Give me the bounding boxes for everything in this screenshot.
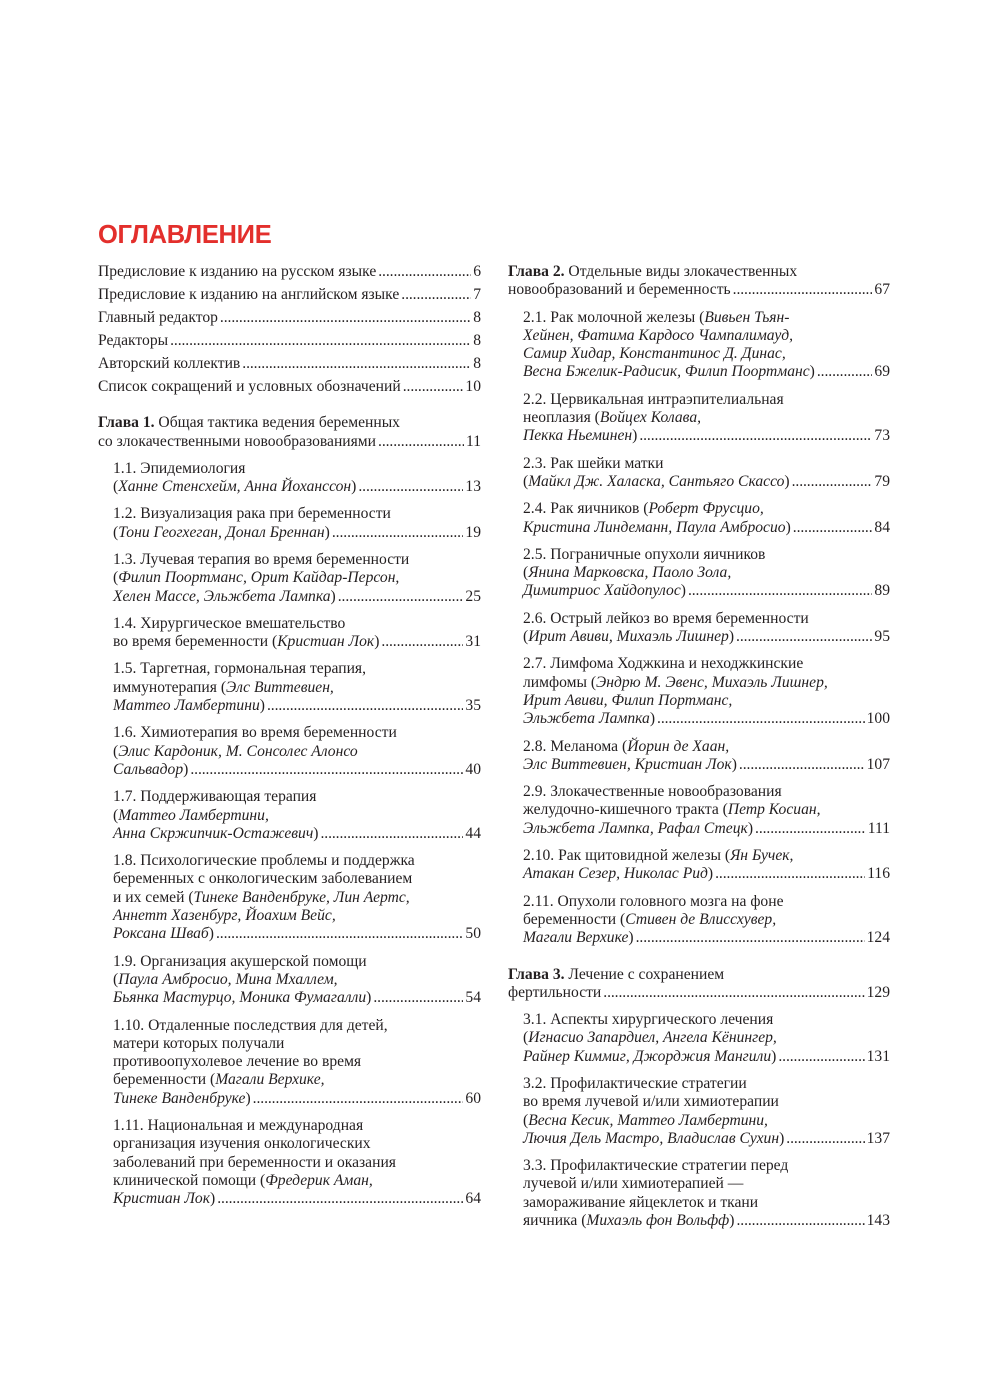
section-authors: Элс Виттевиен, [226, 678, 334, 696]
page-number: 60 [465, 1089, 481, 1107]
toc-front-matter [98, 263, 481, 396]
section-title: 3.3. Профилактические стратегии перед [523, 1157, 789, 1175]
dot-leader [403, 378, 464, 396]
toc-section[interactable]: 2.2. Цервикальная интраэпителиальная неоплазия (Войцех Колава, Пекка Ньеминен) . . . 73 [508, 391, 890, 446]
chapter-heading[interactable] [508, 263, 890, 300]
section-authors: Аннетт Хазенбург, Йоахим Вейс, [113, 907, 336, 925]
dot-leader [778, 1048, 864, 1066]
toc-section[interactable]: 2.5. Пограничные опухоли яичников (Янина Марковска, Паоло Зола, Димитриос Хайдопулос) . . . 89 [508, 546, 890, 601]
chapter-title: со злокачественными новообразованиями [98, 432, 377, 450]
page-number: 79 [874, 472, 890, 490]
toc-section[interactable]: 1.4. Хирургическое вмешательство во время беременности (Кристиан Лок) . . . 31 [98, 615, 481, 652]
page-number: 50 [465, 925, 481, 943]
section-title: 1.10. Отдаленные последствия для детей, [113, 1016, 388, 1034]
section-authors: Роксана Шваб [113, 925, 209, 943]
section-authors: Тинеке Ванденбруке, Лин Аертс, [193, 888, 410, 906]
section-authors: Фредерик Аман, [265, 1171, 373, 1189]
section-title: лучевой и/или химиотерапией — [523, 1175, 744, 1193]
page-number: 64 [465, 1190, 481, 1208]
toc-section[interactable]: 1.5. Таргетная, гормональная терапия, иммунотерапия (Элс Виттевиен, Маттео Ламбертини) . . . 35 [98, 660, 481, 715]
section-authors: Маттео Ламбертини [113, 697, 260, 715]
chapter-title: Лечение с сохранением [564, 965, 725, 983]
dot-leader [378, 263, 471, 281]
page-number: 54 [465, 989, 481, 1007]
page-number: 13 [465, 478, 481, 496]
chapter-title: фертильности [508, 983, 602, 1001]
section-authors: Кристиан Лок [277, 633, 375, 651]
section-title: 1.6. Химиотерапия во время беременности [113, 724, 397, 742]
dot-leader [793, 519, 873, 537]
dot-leader [715, 865, 865, 883]
dot-leader [216, 925, 463, 943]
dot-leader [378, 433, 464, 451]
dot-leader [733, 281, 873, 299]
page-number: 116 [867, 865, 890, 883]
section-title: 3.2. Профилактические стратегии [523, 1074, 747, 1092]
toc-section[interactable]: 1.1. Эпидемиология (Ханне Стенсхейм, Анна Йоханссон) . . . 13 [98, 460, 481, 497]
section-title: 2.3. Рак шейки матки [523, 454, 664, 472]
section-title: 2.5. Пограничные опухоли яичников [523, 545, 766, 563]
dot-leader [217, 1190, 463, 1208]
toc-section[interactable]: 2.7. Лимфома Ходжкина и неходжкинские лимфомы (Эндрю М. Эвенс, Михаэль Лишнер, Ирит Авиви, Филип Портманс, Эльжбета Лампка) . . . 100 [508, 655, 890, 728]
toc-entry-text: Главный редактор [98, 308, 218, 326]
page-number: 44 [465, 824, 481, 842]
section-authors: Элис Кардоник, М. Сонсолес Алонсо [118, 742, 358, 760]
toc-left-column [98, 263, 481, 1209]
section-authors: Эндрю М. Эвенс, Михаэль Лишнер, [596, 673, 828, 691]
section-authors: Йорин де Хаан, [627, 737, 730, 755]
section-authors: Ирит Авиви, Филип Портманс, [523, 691, 733, 709]
section-title: 2.7. Лимфома Ходжкина и неходжкинские [523, 655, 804, 673]
toc-section[interactable]: 1.6. Химиотерапия во время беременности (Элис Кардоник, М. Сонсолес Алонсо Сальвадор) . . . 40 [98, 724, 481, 779]
section-authors: Петр Косиан, [727, 801, 821, 819]
dot-leader [220, 309, 471, 327]
page-number: 67 [874, 281, 890, 299]
page-number: 143 [866, 1212, 890, 1230]
dot-leader [639, 427, 872, 445]
section-authors: Райнер Киммиг, Джорджия Мангили [523, 1047, 772, 1065]
section-title: 1.4. Хирургическое вмешательство [113, 614, 346, 632]
section-title: желудочно-кишечного тракта ( [523, 801, 728, 819]
section-title: 1.8. Психологические проблемы и поддержка [113, 852, 415, 870]
page-number: 69 [874, 363, 890, 381]
section-authors: Лючия Дель Мастро, Владислав Сухин [523, 1129, 780, 1147]
section-authors: Сальвадор [113, 760, 184, 778]
section-authors: Ирит Авиви, Михаэль Лишнер [528, 628, 729, 646]
chapter-label: Глава 2. [508, 263, 565, 280]
section-authors: Майкл Дж. Халаска, Сантьяго Скассо [528, 472, 785, 490]
page-number: 7 [473, 285, 481, 303]
page-title: ОГЛАВЛЕНИЕ [98, 221, 272, 249]
toc-section[interactable]: 1.2. Визуализация рака при беременности (Тони Геогхеган, Донал Бреннан) . . . 19 [98, 505, 481, 542]
section-title: 1.7. Поддерживающая терапия [113, 788, 317, 806]
chapter-label: Глава 3. [508, 965, 565, 983]
chapter-title: новообразований и беременность [508, 281, 731, 299]
page-number: 25 [465, 587, 481, 605]
section-authors: Ханне Стенсхейм, Анна Йоханссон [118, 478, 352, 496]
section-authors: Весна Кесик, Маттео Ламбертини, [528, 1111, 768, 1129]
section-authors: Кристина Линдеманн, Паула Амбросио [523, 518, 786, 536]
section-authors: Михаэль фон Вольфф [586, 1212, 730, 1230]
section-title: матери которых получали [113, 1034, 285, 1052]
toc-section[interactable]: 2.8. Меланома (Йорин де Хаан, Элс Виттевиен, Кристиан Лок) . . . 107 [508, 738, 890, 775]
dot-leader [358, 478, 463, 496]
dot-leader [381, 633, 463, 651]
page-number: 31 [465, 633, 481, 651]
page-number: 8 [473, 354, 481, 372]
section-authors: Роберт Фрусцио, [648, 500, 764, 518]
section-authors: Игнасио Запардиел, Ангела Кёнингер, [528, 1029, 777, 1047]
page-number: 10 [465, 377, 481, 395]
page-number: 84 [874, 518, 890, 536]
toc-section[interactable]: 1.10. Отдаленные последствия для детей, матери которых получали противоопухолевое лечение во время беременности (Магали Верхике, Тинеке Ванденбруке) . . . 60 [98, 1017, 481, 1108]
dot-leader [636, 929, 865, 947]
toc-section[interactable]: 2.9. Злокачественные новообразования желудочно-кишечного тракта (Петр Косиан, Эльжбета Лампка, Рафал Стецк) . . . 111 [508, 783, 890, 838]
dot-leader [786, 1130, 864, 1148]
section-authors: Димитриос Хайдопулос [523, 582, 681, 600]
section-title: 1.3. Лучевая терапия во время беременности [113, 551, 410, 568]
section-authors: Самир Хидар, Константинос Д. Динас, [523, 345, 786, 363]
section-authors: Стивен де Влиссхувер, [625, 910, 777, 928]
page-number: 89 [874, 582, 890, 600]
section-title: 2.4. Рак яичников ( [523, 500, 649, 518]
toc-section[interactable]: 2.4. Рак яичников (Роберт Фрусцио, Кристина Линдеманн, Паула Амбросио) . . . 84 [508, 500, 890, 537]
dot-leader [736, 628, 872, 646]
section-title: 2.2. Цервикальная интраэпителиальная [523, 390, 784, 408]
page-number: 8 [473, 308, 481, 326]
section-authors: Янина Марковска, Паоло Зола, [528, 564, 732, 582]
toc-section[interactable]: 1.3. Лучевая терапия во время беременности (Филип Поортманс, Орит Кайдар-Персон, Хелен Массе, Эльжбета Лампка) . . . 25 [98, 551, 481, 606]
section-title: беременности ( [523, 910, 626, 928]
section-authors: Атакан Сезер, Николас Рид [523, 865, 708, 883]
dot-leader [267, 697, 463, 715]
toc-entry[interactable] [98, 355, 481, 373]
toc-section[interactable]: 2.6. Острый лейкоз во время беременности (Ирит Авиви, Михаэль Лишнер) . . . 95 [508, 610, 890, 647]
page-number: 40 [465, 760, 481, 778]
toc-entry-text: Предисловие к изданию на английском языке [98, 285, 400, 303]
section-title: 1.11. Национальная и международная [113, 1117, 364, 1135]
page-number: 11 [465, 432, 481, 450]
section-authors: Тони Геогхеган, Донал Бреннан [118, 523, 325, 541]
toc-section[interactable]: 1.11. Национальная и международная организация изучения онкологических заболеваний при беременности и оказания клинической помощи (Фредерик Аман, Кристиан Лок) . . . 64 [98, 1117, 481, 1208]
dot-leader [739, 756, 865, 774]
dot-leader [755, 820, 866, 838]
dot-leader [817, 363, 873, 381]
page-number: 100 [866, 710, 890, 728]
dot-leader [657, 710, 865, 728]
section-title: 1.1. Эпидемиология [113, 459, 246, 477]
toc-entry-text: Редакторы [98, 331, 169, 349]
dot-leader [401, 286, 471, 304]
section-title: 2.9. Злокачественные новообразования [523, 783, 782, 801]
section-authors: Вивьен Тьян- [704, 308, 790, 326]
section-authors: Хейнен, Фатима Кардосо Чампалимауд, [523, 326, 794, 344]
dot-leader [242, 355, 471, 373]
section-title: иммунотерапия ( [113, 678, 227, 696]
chapter-heading[interactable] [98, 414, 481, 451]
section-authors: Эльжбета Лампка, Рафал Стецк [523, 819, 748, 837]
section-title: 2.1. Рак молочной железы ( [523, 308, 705, 326]
dot-leader [320, 825, 463, 843]
page-number: 107 [866, 755, 890, 773]
section-title: беременности ( [113, 1071, 216, 1089]
toc-section[interactable]: 2.11. Опухоли головного мозга на фоне беременности (Стивен де Влиссхувер, Магали Верхике) . . . 124 [508, 893, 890, 948]
toc-section[interactable]: 1.7. Поддерживающая терапия (Маттео Ламбертини, Анна Скржипчик-Остажевич) . . . 44 [98, 788, 481, 843]
chapter-label: Глава 1. [98, 414, 155, 432]
dot-leader [190, 761, 463, 779]
dot-leader [736, 1212, 864, 1230]
section-authors: Тинеке Ванденбруке [113, 1089, 246, 1107]
section-title: 3.1. Аспекты хирургического лечения [523, 1011, 774, 1029]
section-authors: Пекка Ньеминен [523, 427, 633, 445]
section-title: лимфомы ( [523, 673, 597, 691]
dot-leader [688, 582, 872, 600]
toc-entry[interactable] [98, 309, 481, 327]
section-title: замораживание яйцеклеток и ткани [523, 1193, 759, 1211]
section-title: организация изучения онкологических [113, 1135, 371, 1153]
section-title: заболеваний при беременности и оказания [113, 1153, 396, 1171]
section-title: беременных с онкологическим заболеванием [113, 870, 413, 888]
page-number: 111 [867, 819, 890, 837]
section-title: клинической помощи ( [113, 1171, 266, 1189]
toc-entry[interactable] [98, 263, 481, 281]
section-authors: Весна Бжелик-Радисик, Филип Поортманс [523, 363, 810, 381]
chapter-title: Отдельные виды злокачественных [564, 263, 798, 280]
toc-section[interactable]: 1.8. Психологические проблемы и поддержка беременных с онкологическим заболеванием и их семей (Тинеке Ванденбруке, Лин Аертс, Аннетт Хазенбург, Йоахим Вейс, Роксана Шваб) . . . 50 [98, 852, 481, 943]
section-authors: Паула Амбросио, Мина Мхаллем, [118, 970, 338, 988]
page-number: 124 [866, 929, 890, 947]
page-number: 137 [866, 1129, 890, 1147]
section-authors: Кристиан Лок [113, 1190, 211, 1208]
dot-leader [170, 332, 471, 350]
toc-section[interactable]: 2.3. Рак шейки матки (Майкл Дж. Халаска, Сантьяго Скассо) . . . 79 [508, 455, 890, 492]
page-number: 131 [866, 1047, 890, 1065]
page-number: 6 [473, 263, 481, 280]
page-number: 73 [874, 427, 890, 445]
toc-section[interactable]: 2.1. Рак молочной железы (Вивьен Тьян- Хейнен, Фатима Кардосо Чампалимауд, Самир Хидар, Константинос Д. Динас, Весна Бжелик-Радисик, Филип Поортманс) . . . 69 [508, 309, 890, 382]
dot-leader [603, 984, 864, 1002]
section-authors: Бьянка Мастурцо, Моника Фумагалли [113, 989, 367, 1007]
section-title: 2.6. Острый лейкоз во время беременности [523, 609, 809, 627]
toc-section[interactable]: 3.1. Аспекты хирургического лечения (Игнасио Запардиел, Ангела Кёнингер, Райнер Киммиг, Джорджия Мангили) . . . 131 [508, 1011, 890, 1066]
section-authors: Маттео Ламбертини, [118, 806, 269, 824]
section-title: яичника ( [523, 1212, 587, 1230]
page-number: 8 [473, 331, 481, 349]
toc-entry-text: Авторский коллектив [98, 354, 241, 372]
section-authors: Эльжбета Лампка [523, 710, 650, 728]
toc-right-column [508, 263, 890, 1230]
section-title: противоопухолевое лечение во время [113, 1053, 362, 1071]
section-authors: Войцех Колава, [599, 409, 702, 427]
toc-entry-text: Предисловие к изданию на русском языке [98, 263, 377, 280]
chapter-title: Общая тактика ведения беременных [154, 414, 400, 432]
toc-entry[interactable] [98, 286, 481, 304]
section-title: 1.9. Организация акушерской помощи [113, 952, 367, 970]
chapter-heading[interactable] [508, 966, 890, 1003]
section-title: 1.2. Визуализация рака при беременности [113, 505, 391, 523]
toc-entry-text: Список сокращений и условных обозначений [98, 377, 401, 395]
page-number: 95 [874, 628, 890, 646]
toc-chapter-2 [508, 263, 890, 948]
toc-section[interactable]: 1.9. Организация акушерской помощи (Паула Амбросио, Мина Мхаллем, Бьянка Мастурцо, Моника Фумагалли) . . . 54 [98, 953, 481, 1008]
section-authors: Хелен Массе, Эльжбета Лампка [113, 587, 331, 605]
toc-section[interactable]: 3.3. Профилактические стратегии перед лучевой и/или химиотерапией — замораживание яйцеклеток и ткани яичника (Михаэль фон Вольфф) . . . 143 [508, 1157, 890, 1230]
section-authors: Ян Бучек, [730, 847, 794, 865]
toc-entry[interactable] [98, 378, 481, 396]
section-title: неоплазия ( [523, 409, 600, 427]
page-number: 35 [465, 697, 481, 715]
page-number: 19 [465, 523, 481, 541]
toc-chapter-1 [98, 414, 481, 1208]
dot-leader [253, 1090, 464, 1108]
toc-section[interactable]: 2.10. Рак щитовидной железы (Ян Бучек, Атакан Сезер, Николас Рид) . . . 116 [508, 847, 890, 884]
section-title: 2.10. Рак щитовидной железы ( [523, 847, 731, 865]
section-authors: Элс Виттевиен, Кристиан Лок [523, 755, 732, 773]
dot-leader [338, 588, 464, 606]
section-title: 2.8. Меланома ( [523, 737, 628, 755]
toc-entry[interactable] [98, 332, 481, 350]
page-number: 129 [866, 983, 890, 1001]
toc-section[interactable]: 3.2. Профилактические стратегии во время лучевой и/или химиотерапии (Весна Кесик, Маттео Ламбертини, Лючия Дель Мастро, Владислав Сухин) . . . 137 [508, 1075, 890, 1148]
section-authors: Магали Верхике [523, 929, 629, 947]
dot-leader [373, 989, 463, 1007]
section-title: во время лучевой и/или химиотерапии [523, 1093, 779, 1111]
dot-leader [792, 473, 873, 491]
section-authors: Магали Верхике, [215, 1071, 325, 1089]
section-authors: Анна Скржипчик-Остажевич [113, 824, 314, 842]
section-title: 2.11. Опухоли головного мозга на фоне [523, 892, 784, 910]
section-title: и их семей ( [113, 888, 194, 906]
section-authors: Филип Поортманс, Орит Кайдар-Персон, [118, 569, 400, 587]
section-title: во время беременности ( [113, 633, 278, 651]
section-title: 1.5. Таргетная, гормональная терапия, [113, 660, 366, 678]
toc-chapter-3 [508, 966, 890, 1231]
dot-leader [332, 524, 464, 542]
